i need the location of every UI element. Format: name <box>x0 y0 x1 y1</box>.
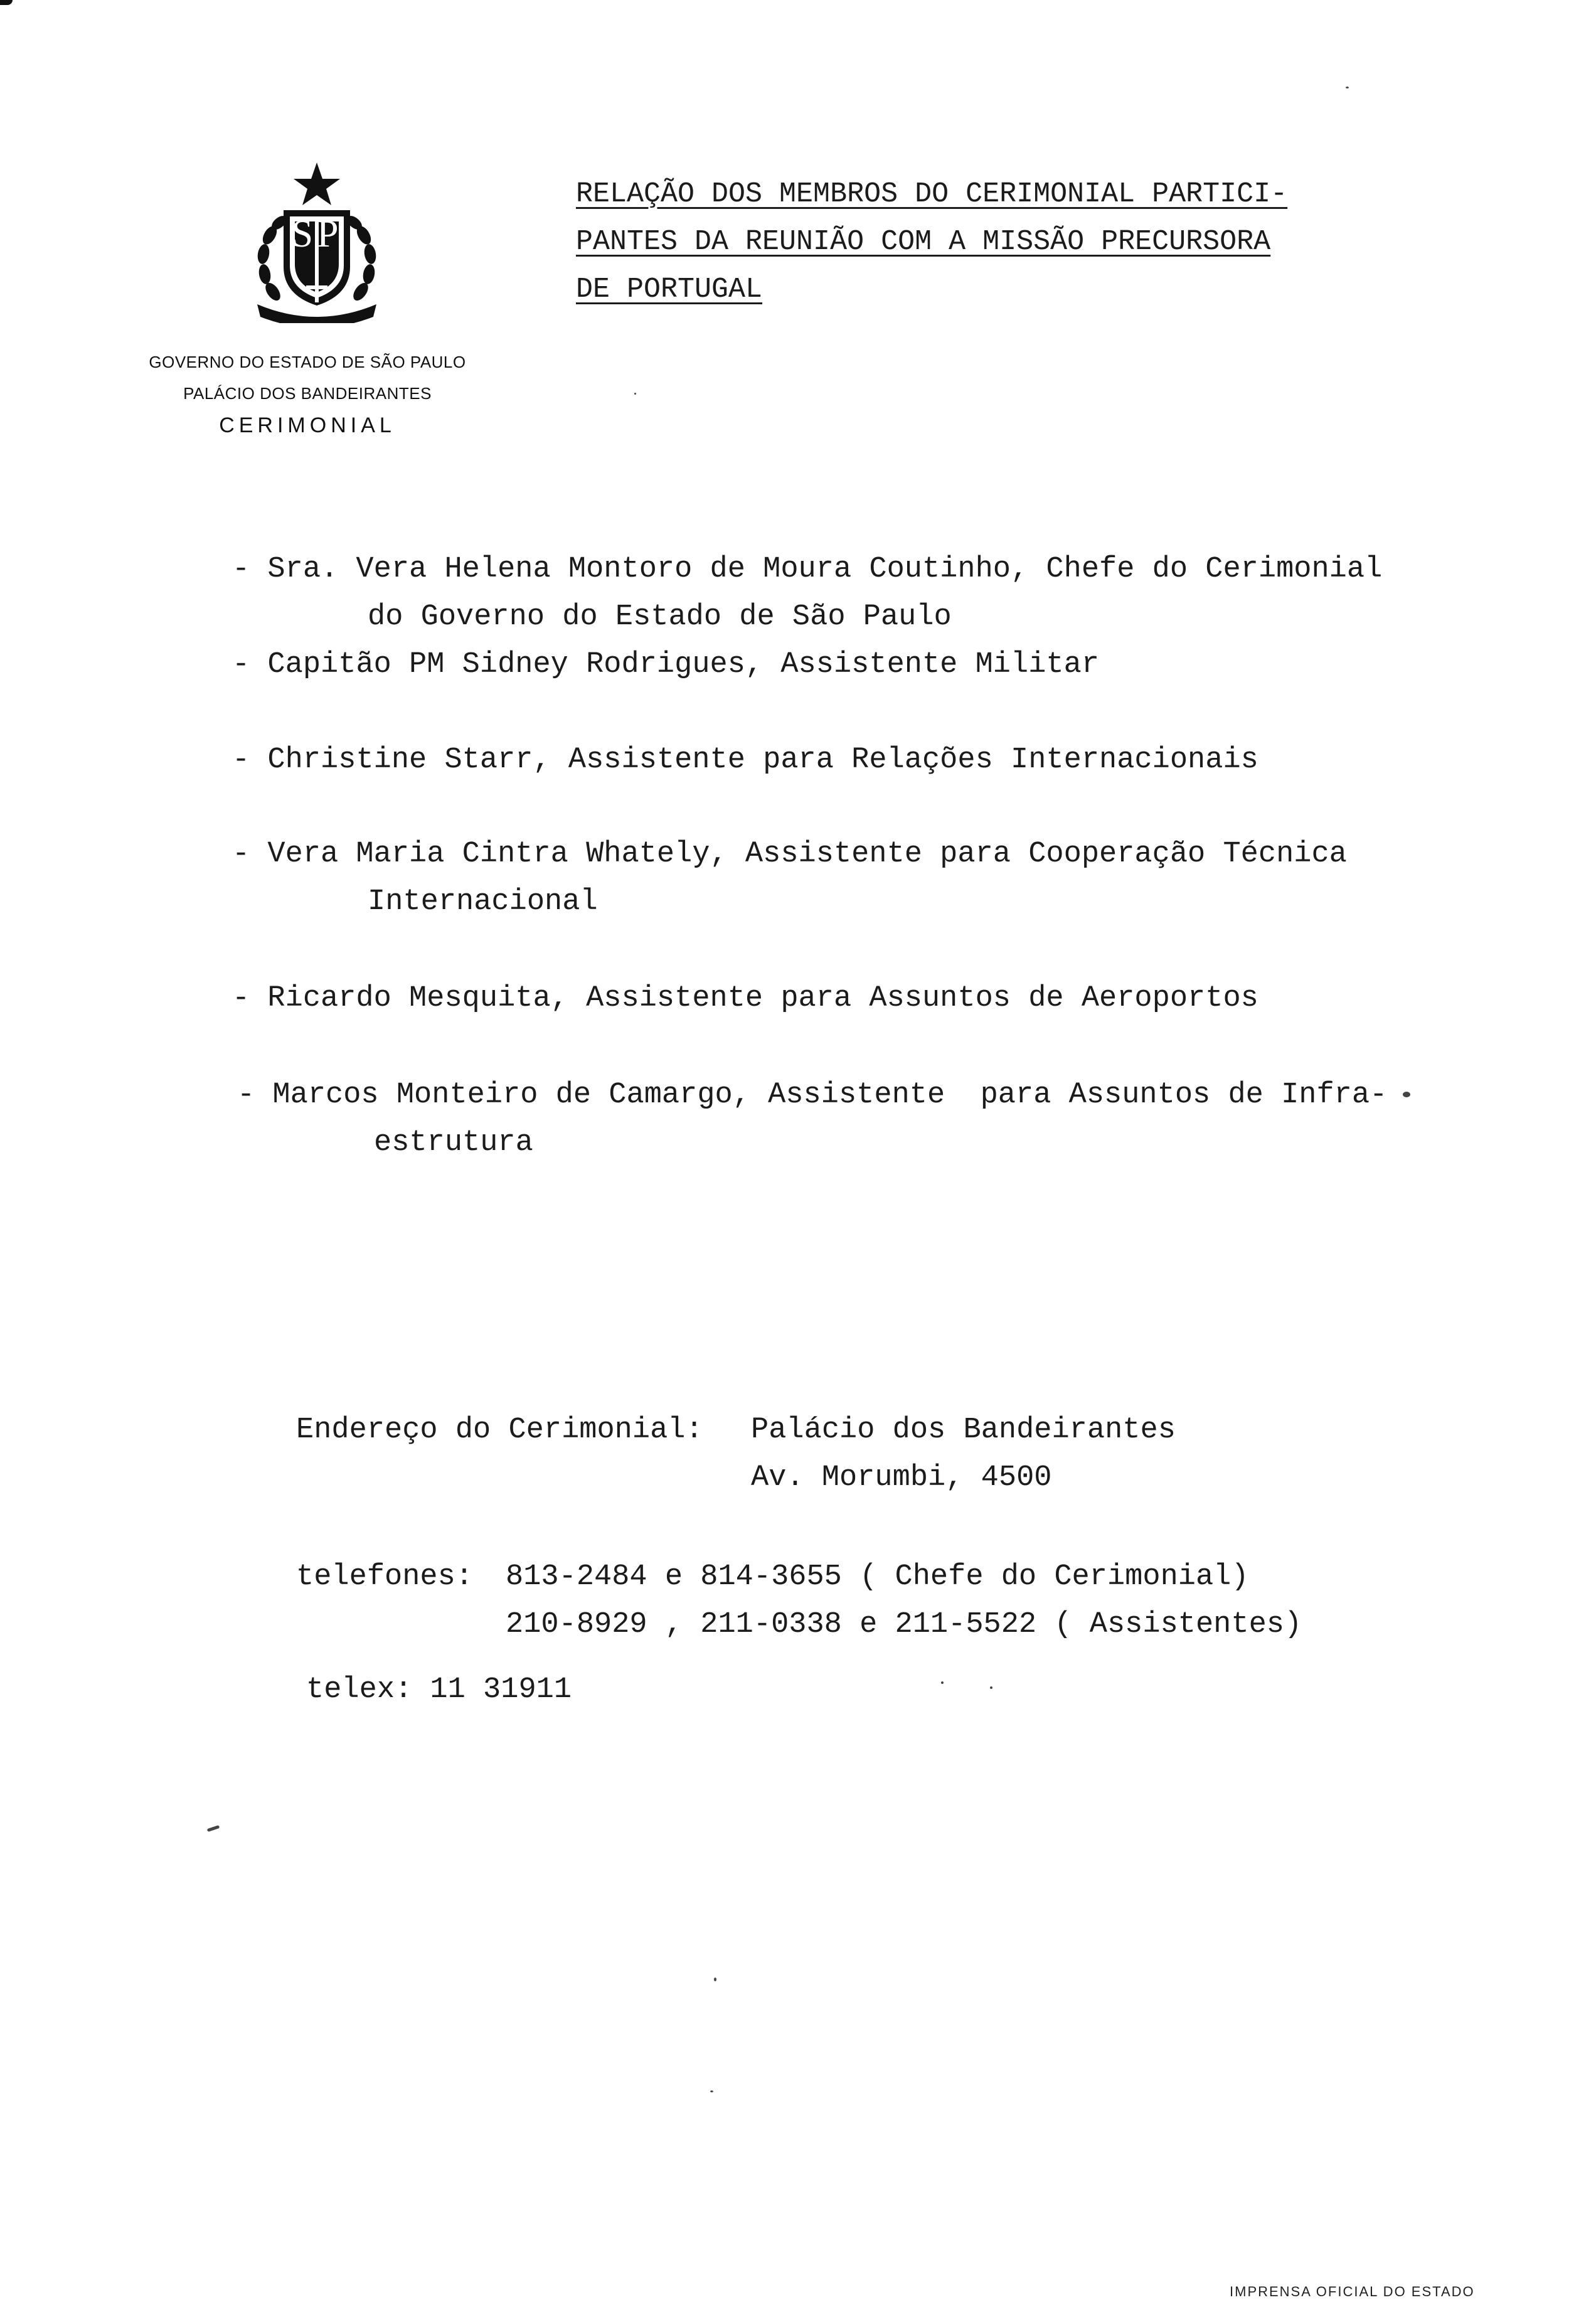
phones-label: telefones: <box>296 1560 474 1594</box>
scan-speck <box>207 1825 220 1832</box>
scan-corner-mark <box>0 0 13 5</box>
phones-line2: 210-8929 , 211-0338 e 211-5522 ( Assistentes) <box>506 1608 1302 1641</box>
emblem-letters: SP <box>291 213 343 255</box>
telex-number: telex: 11 31911 <box>306 1673 572 1706</box>
letterhead-palace: PALÁCIO DOS BANDEIRANTES <box>183 384 432 403</box>
list-item: - Sra. Vera Helena Montoro de Moura Coutinho, Chefe do Cerimonial do Governo do Estado de São Paulo <box>232 553 1383 634</box>
phones-line1: 813-2484 e 814-3655 ( Chefe do Cerimonial) <box>506 1560 1249 1594</box>
list-item: - Capitão PM Sidney Rodrigues, Assistente Militar <box>232 648 1100 681</box>
list-item: - Vera Maria Cintra Whately, Assistente para Cooperação Técnica Internacional <box>232 838 1347 918</box>
address-line1: Palácio dos Bandeirantes <box>751 1414 1176 1447</box>
scan-speck <box>1403 1092 1410 1097</box>
address-line2: Av. Morumbi, 4500 <box>751 1461 1052 1494</box>
title-line: RELAÇÃO DOS MEMBROS DO CERIMONIAL PARTICI- <box>576 178 1288 210</box>
scan-speck <box>710 2090 713 2092</box>
scan-speck <box>634 393 636 395</box>
document-title <box>576 173 1454 316</box>
scan-speck <box>990 1686 992 1689</box>
imprint-footer: IMPRENSA OFICIAL DO ESTADO <box>1230 2284 1475 2299</box>
letterhead-department: CERIMONIAL <box>219 413 396 437</box>
scan-speck <box>941 1681 944 1684</box>
scan-speck <box>1346 87 1349 88</box>
scan-speck <box>714 1978 716 1981</box>
letterhead <box>132 346 483 442</box>
title-line: DE PORTUGAL <box>576 274 763 306</box>
list-item: - Christine Starr, Assistente para Relações Internacionais <box>232 743 1258 777</box>
letterhead-government: GOVERNO DO ESTADO DE SÃO PAULO <box>149 353 466 371</box>
list-item: - Marcos Monteiro de Camargo, Assistente para Assuntos de Infra- estrutura <box>237 1078 1388 1159</box>
list-item: - Ricardo Mesquita, Assistente para Assuntos de Aeroportos <box>232 982 1258 1015</box>
address-label: Endereço do Cerimonial: <box>296 1414 703 1447</box>
title-line: PANTES DA REUNIÃO COM A MISSÃO PRECURSORA <box>576 226 1271 258</box>
